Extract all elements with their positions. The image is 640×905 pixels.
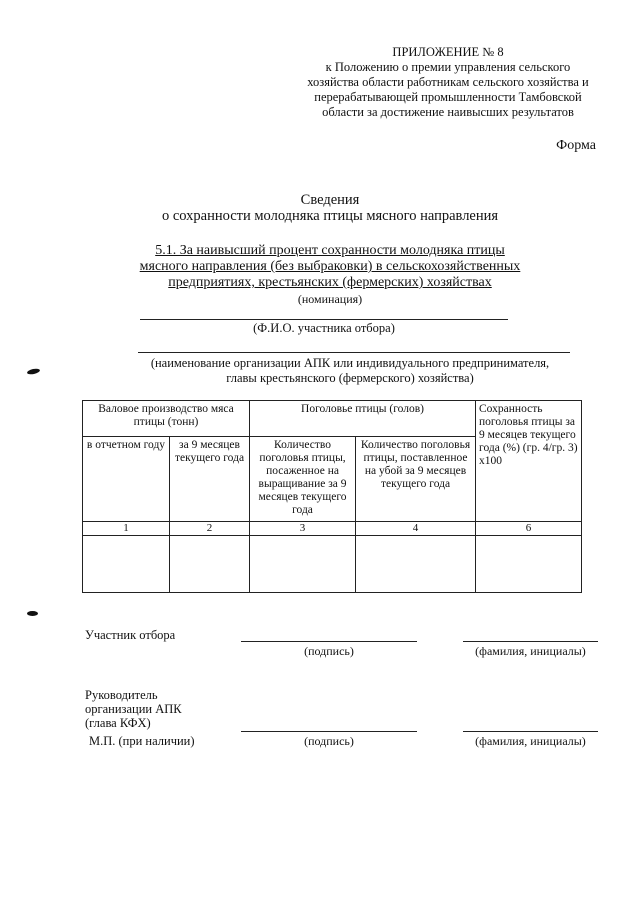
organization-caption-line: главы крестьянского (фермерского) хозяйства)	[226, 371, 474, 385]
column-number: 2	[170, 522, 250, 536]
participant-label: Участник отбора	[85, 628, 176, 642]
table-cell	[83, 536, 170, 593]
column-number: 3	[250, 522, 356, 536]
participant-name-caption: (Ф.И.О. участника отбора)	[253, 321, 395, 335]
header-reporting-year: в отчетном году	[83, 437, 170, 522]
stamp-label: М.П. (при наличии)	[89, 734, 195, 748]
participant-name-sign-caption: (фамилия, инициалы)	[475, 644, 586, 658]
scan-mark	[27, 368, 41, 376]
form-label: Форма	[556, 138, 596, 153]
appendix-block	[298, 45, 598, 120]
nomination-line: мясного направления (без выбраковки) в сельскохозяйственных	[139, 259, 521, 274]
participant-name-line	[140, 319, 508, 320]
head-label	[85, 688, 182, 730]
column-number: 1	[83, 522, 170, 536]
column-number: 6	[476, 522, 582, 536]
nomination-line: предприятиях, крестьянских (фермерских) хозяйствах	[168, 275, 492, 290]
nomination-note: (номинация)	[297, 292, 363, 306]
organization-caption	[100, 356, 600, 386]
participant-name-sign-line	[463, 641, 598, 642]
header-nine-months: за 9 месяцев текущего года	[170, 437, 250, 522]
column-number: 4	[356, 522, 476, 536]
head-signature-caption: (подпись)	[304, 734, 354, 748]
appendix-line: хозяйства области работникам сельского хозяйства и	[307, 75, 589, 89]
organization-caption-line: (наименование организации АПК или индивидуального предпринимателя,	[150, 356, 550, 370]
table-cell	[476, 536, 582, 593]
safety-table	[82, 400, 582, 593]
header-safety: Сохранность поголовья птицы за 9 месяцев текущего года (%) (гр. 4/гр. 3) х100	[476, 401, 582, 522]
table-cell	[170, 536, 250, 593]
table-row	[83, 536, 582, 593]
participant-signature-line	[241, 641, 417, 642]
nomination-line: 5.1. За наивысший процент сохранности молодняка птицы	[155, 243, 505, 258]
header-poultry-stock: Поголовье птицы (голов)	[250, 401, 476, 437]
organization-line	[138, 352, 570, 353]
nomination-block	[100, 243, 560, 307]
header-stock-placed: Количество поголовья птицы, посаженное на выращивание за 9 месяцев текущего года	[250, 437, 356, 522]
document-subtitle: о сохранности молодняка птицы мясного направления	[161, 208, 499, 224]
document-title: Сведения	[300, 192, 360, 208]
appendix-line: области за достижение наивысших результатов	[322, 105, 574, 119]
table-cell	[250, 536, 356, 593]
header-stock-slaughtered: Количество поголовья птицы, поставленное на убой за 9 месяцев текущего года	[356, 437, 476, 522]
head-label-line: (глава КФХ)	[85, 716, 151, 730]
head-signature-line	[241, 731, 417, 732]
participant-signature-caption: (подпись)	[304, 644, 354, 658]
head-name-sign-caption: (фамилия, инициалы)	[475, 734, 586, 748]
appendix-line: перерабатывающей промышленности Тамбовской	[314, 90, 582, 104]
header-meat-production: Валовое производство мяса птицы (тонн)	[83, 401, 250, 437]
head-label-line: Руководитель	[85, 688, 158, 702]
appendix-line: к Положению о премии управления сельского	[325, 60, 571, 74]
appendix-header: ПРИЛОЖЕНИЕ № 8	[392, 45, 504, 59]
table-cell	[356, 536, 476, 593]
scan-mark	[27, 611, 38, 616]
head-label-line: организации АПК	[85, 702, 182, 716]
head-name-sign-line	[463, 731, 598, 732]
